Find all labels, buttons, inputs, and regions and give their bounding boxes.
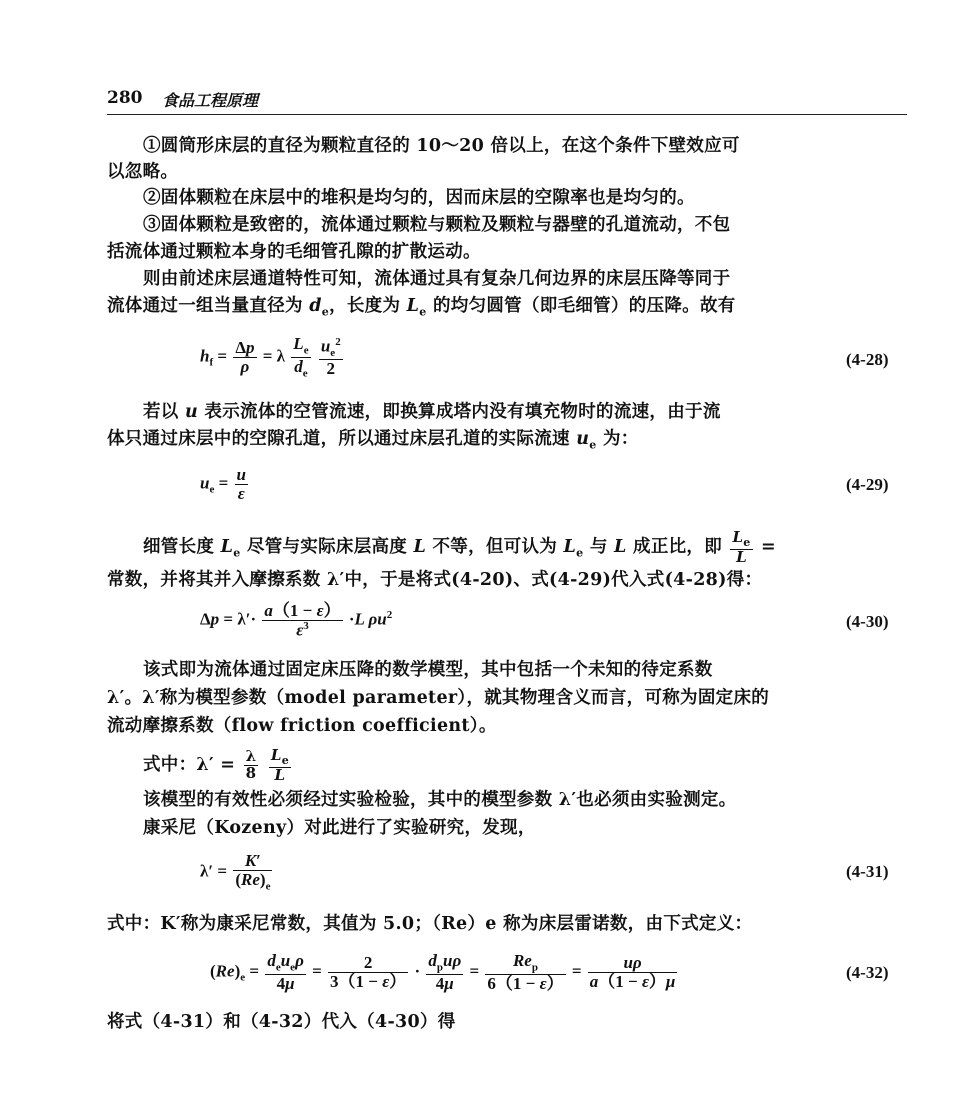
paragraph-lambda-definition: 式中：λ′ = $\frac{\lambda}{8}$ $\frac{L_e}{L}$ (143, 746, 290, 784)
paragraph-assumption-1: ①圆筒形床层的直径为颗粒直径的 10～20 倍以上，在这个条件下壁效应可 (143, 136, 740, 156)
paragraph-assumption-3-cont: 括流体通过颗粒本身的毛细管孔隙的扩散运动。 (107, 242, 481, 262)
equation-number-4-28: (4-28) (846, 350, 889, 369)
paragraph-assumption-3: ③固体颗粒是致密的，流体通过颗粒与颗粒及颗粒与器壁的孔道流动，不包 (143, 215, 731, 235)
equation-4-31: λ′ = $\frac{K'}{(Re)_e}$ (200, 851, 271, 893)
equation-4-30: Δp = λ′· $\frac{a(1 - \varepsilon)}{\varepsilon^3}$ ·L $\rho u^2$ (200, 601, 393, 640)
page-number: 280 (107, 88, 143, 108)
paragraph-tube-length-cont: 常数，并将其并入摩擦系数 λ′中，于是将式(4-20)、式(4-29)代入式(4-28)得： (107, 570, 763, 590)
paragraph-kozeny-constant: 式中：K′称为康采尼常数，其值为 5.0；（Re）e 称为床层雷诺数，由下式定义： (107, 914, 753, 934)
paragraph-model-cont-2: 流动摩擦系数（flow friction coefficient）。 (107, 716, 497, 736)
equation-4-28: $h_f$ = $\frac{\Delta p}{\rho}$ = λ $\frac{L_e}{d_e}$ $\frac{u_e^2}{2}$ (200, 334, 341, 380)
paragraph-superficial-velocity: 若以 u 表示流体的空管流速，即换算成塔内没有填充物时的流速，由于流 (143, 402, 721, 422)
paragraph-assumption-2: ②固体颗粒在床层中的堆积是均匀的，因而床层的空隙率也是均匀的。 (143, 188, 695, 208)
equation-number-4-31: (4-31) (846, 862, 889, 881)
equation-number-4-30: (4-30) (846, 612, 889, 631)
paragraph-tube-length: 细管长度 $L_e$ 尽管与实际床层高度 L 不等，但可认为 $L_e$ 与 L 成正比，即 $\frac{L_e}{L}$ = (143, 528, 776, 566)
paragraph-pressure-drop-cont: 流体通过一组当量直径为 $d_e$，长度为 $L_e$ 的均匀圆管（即毛细管）的压降。故有 (107, 296, 736, 319)
paragraph-model: 该式即为流体通过固定床压降的数学模型，其中包括一个未知的待定系数 (143, 660, 713, 680)
paragraph-substitute: 将式（4-31）和（4-32）代入（4-30）得 (107, 1012, 456, 1032)
equation-number-4-29: (4-29) (846, 475, 889, 494)
paragraph-superficial-velocity-cont: 体只通过床层中的空隙孔道，所以通过床层孔道的实际流速 $u_e$ 为： (107, 429, 639, 452)
paragraph-kozeny: 康采尼（Kozeny）对此进行了实验研究，发现， (143, 818, 536, 838)
paragraph-model-cont-1: λ′。λ′称为模型参数（model parameter），就其物理含义而言，可称为固定床的 (107, 688, 770, 708)
paragraph-pressure-drop: 则由前述床层通道特性可知，流体通过具有复杂几何边界的床层压降等同于 (143, 269, 731, 289)
paragraph-assumption-1-cont: 以忽略。 (107, 162, 179, 182)
page-header (107, 86, 907, 115)
equation-4-32: $(Re)_e$ = $\frac{d_eu_e\rho}{4\mu}$ = $\frac{2}{3(1 - \varepsilon)}$ · $\frac{d_pu\rho}{4\mu}$ = $\frac{Re_p}{6(1 - \varepsilon)}$ = $\frac{u\rho}{a(1 - \varepsilon)\mu}$ (210, 951, 676, 993)
equation-4-29: $u_e$ = $\frac{u}{\varepsilon}$ (200, 465, 247, 503)
equation-number-4-32: (4-32) (846, 963, 889, 982)
book-title: 食品工程原理 (162, 91, 259, 110)
paragraph-validation: 该模型的有效性必须经过实验检验，其中的模型参数 λ′也必须由实验测定。 (143, 790, 737, 810)
